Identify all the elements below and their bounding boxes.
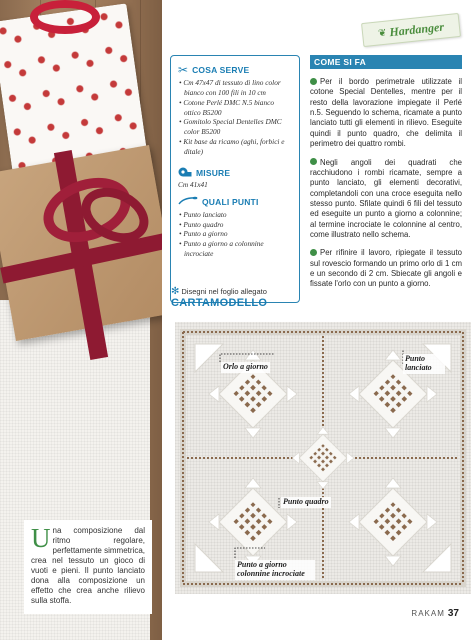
bullet-icon (310, 158, 317, 165)
callout-lanciato: Punto lanciato (403, 354, 445, 374)
callout-orlo: Orlo a giorno (223, 362, 268, 371)
pattern-title: CARTAMODELLO (171, 297, 268, 309)
embroidery-photo (175, 322, 471, 594)
page-number: 37 (447, 608, 459, 619)
stitches-list (178, 210, 292, 259)
misure-header (178, 167, 292, 179)
photo-caption (24, 520, 152, 614)
cosa-serve-title: COSA SERVE (192, 65, 250, 75)
magazine-name: RAKAM (411, 609, 445, 618)
cosa-serve-header (178, 64, 292, 76)
instruction-paragraph: Per rifinire il lavoro, ripiegate il tessuto sul rovescio formando un primo orlo di 1 cm e un secondo di 2 cm. Sbiecate gli angoli e fissate l'orlo con un punto a giorno. (310, 248, 462, 289)
page-footer (411, 608, 459, 619)
bullet-icon (310, 249, 317, 256)
scissors-icon: ✂ (178, 63, 189, 77)
pattern-note: Disegni nel foglio allegato (181, 287, 267, 296)
misure-value: Cm 41x41 (178, 179, 208, 189)
misure-title: MISURE (196, 167, 231, 178)
caption-text: na composizione dal ritmo regolare, perfettamente simmetrica, crea nel tessuto un gioco di vuoti e pieni. Il punto lanciato dona alla composizione un effetto che crea anche rilievo sulla stoffa. (31, 526, 145, 605)
materials-box (170, 55, 300, 303)
caption-dropcap: U (31, 523, 51, 553)
list-item: • Cm 47x47 di tessuto di lino color bianco con 100 fili in 10 cm (178, 78, 292, 98)
instructions-heading: COME SI FA (310, 55, 462, 69)
pattern-reference (171, 286, 311, 309)
instructions (310, 55, 462, 290)
list-item: • Punto lanciato (178, 210, 292, 220)
materials-list (178, 78, 292, 157)
callout-colonnine: Punto a giorno colonnine incrociate (235, 560, 315, 580)
punti-title: QUALI PUNTI (202, 196, 259, 207)
list-item: • Punto quadro (178, 220, 292, 230)
instruction-paragraph: Per il bordo perimetrale utilizzate il cotone Special Dentelles, mentre per il resto della lavorazione impiegate il Perlé n.5. Seguendo lo schema, ricamate a punto lanciato tutti gli elementi in rilievo. Eseguite quindi il punto quadro, che delimita il perimetro dei quattro rombi. (310, 77, 462, 149)
list-item: • Cotone Perlé DMC N.5 bianco ottico B5200 (178, 98, 292, 118)
section-badge (361, 13, 461, 47)
list-item: • Punto a giorno a colonnine incrociate (178, 239, 292, 259)
callout-quadro: Punto quadro (283, 497, 329, 506)
leaf-icon: ❦ (377, 27, 388, 39)
red-bow (30, 0, 100, 34)
list-item: • Punto a giorno (178, 229, 292, 239)
snowflake-icon: ✻ (171, 286, 180, 297)
needle-icon (178, 196, 198, 208)
list-item: • Kit base da ricamo (aghi, forbici e ditale) (178, 137, 292, 157)
instruction-paragraph: Negli angoli dei quadrati che racchiudono i rombi ricamate, sempre a punto lanciato, gli elementi decorativi, completandoli con una croce eseguita nello stesso punto. Sfilate quindi 6 fili del tessuto ed eseguite un punto a giorno a colonnine; al termine incrociate le colonnine al centro, come illustrato nello schema. (310, 157, 462, 240)
tape-measure-icon (178, 167, 192, 179)
badge-text: Hardanger (388, 19, 445, 39)
bullet-icon (310, 78, 317, 85)
list-item: • Gomitolo Special Dentelles DMC color B5200 (178, 117, 292, 137)
punti-header (178, 196, 292, 208)
